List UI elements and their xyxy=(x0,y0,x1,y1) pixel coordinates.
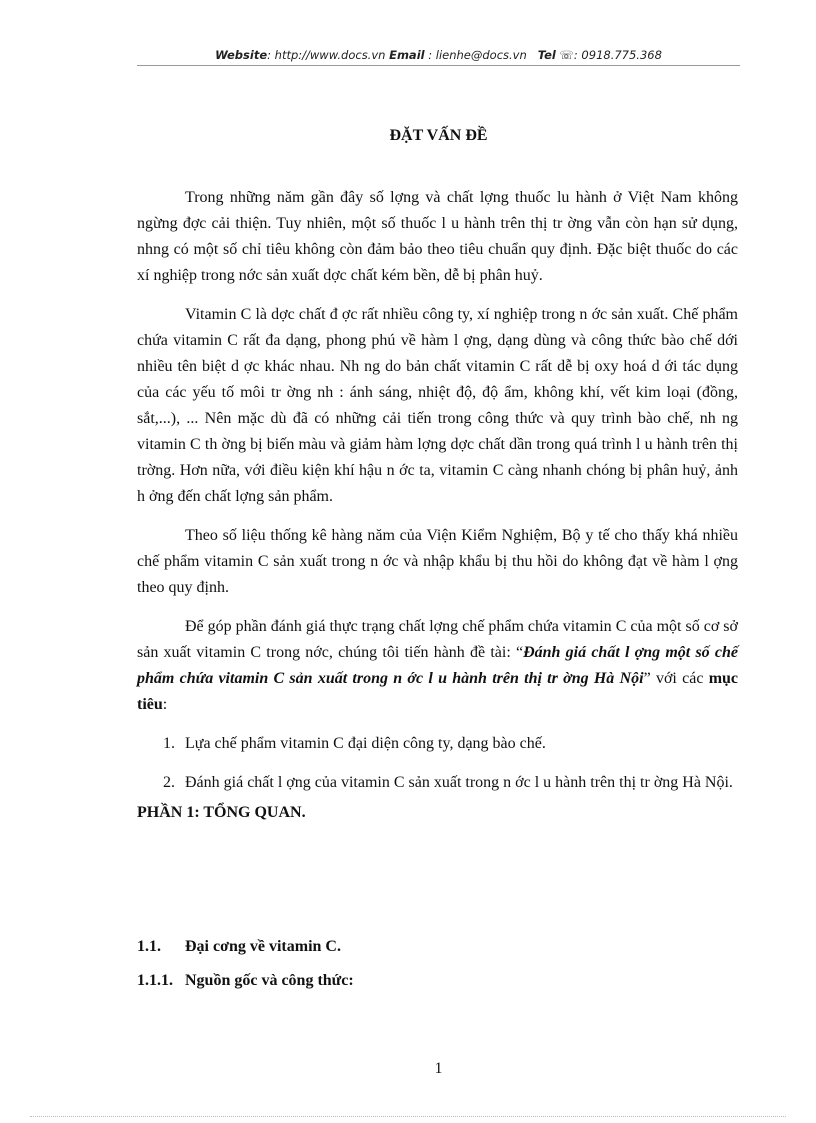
objective-item xyxy=(163,731,738,757)
objective-number: 2. xyxy=(163,774,175,791)
intro-middle: ” với các xyxy=(643,670,709,687)
objective-item xyxy=(163,770,738,796)
section-title: Nguồn gốc và công thức: xyxy=(185,972,354,989)
section-number: 1.1.1. xyxy=(137,972,173,989)
website-value: : http://www.docs.vn xyxy=(267,48,386,62)
goals-label: mục tiêu xyxy=(137,670,739,713)
section-number: 1.1. xyxy=(137,938,161,955)
email-label: Email xyxy=(389,48,425,62)
section-title: Đại cơng về vitamin C. xyxy=(185,938,341,955)
header-rule xyxy=(137,65,740,66)
page-number: 1 xyxy=(434,1060,443,1077)
section-heading xyxy=(137,938,341,956)
page-header xyxy=(137,48,740,62)
page-title: ĐẶT VẤN ĐỀ xyxy=(389,127,488,144)
footer-rule xyxy=(30,1116,786,1117)
objective-number: 1. xyxy=(163,735,175,752)
paragraph-1: Trong những năm gần đây số lợng và chất lợng thuốc lu hành ở Việt Nam không ngừng đợc cải thiện. Tuy nhiên, một số thuốc l u hành trên thị tr ờng vẫn còn hạn sử dụng, nhng có một số chỉ tiêu không còn đảm bảo theo tiêu chuẩn quy định. Đặc biệt thuốc do các xí nghiệp trong nớc sản xuất dợc chất kém bền, dễ bị phân huỷ. xyxy=(137,189,738,284)
tel-value: : 0918.775.368 xyxy=(573,48,662,62)
intro-before: Để góp phần đánh giá thực trạng chất lợng chế phẩm chứa vitamin C của một số cơ sở sản xuất vitamin C trong nớc, chúng tôi tiến hành đề tài: “ xyxy=(137,618,738,661)
document-body xyxy=(137,185,738,839)
website-label: Website xyxy=(215,48,268,62)
objective-text: Lựa chế phẩm vitamin C đại diện công ty, dạng bào chế. xyxy=(185,735,546,752)
phone-icon: ☏ xyxy=(559,48,574,62)
paragraph-3: Theo số liệu thống kê hàng năm của Viện Kiểm Nghiệm, Bộ y tế cho thấy khá nhiều chế phẩm vitamin C sản xuất trong n ớc và nhập khẩu bị thu hồi do không đạt về hàm l ợng theo quy định. xyxy=(137,527,738,596)
objective-text: Đánh giá chất l ợng của vitamin C sản xuất trong n ớc l u hành trên thị tr ờng Hà Nội. xyxy=(185,774,733,791)
tel-label: Tel xyxy=(537,48,556,62)
paragraph-2: Vitamin C là dợc chất đ ợc rất nhiều công ty, xí nghiệp trong n ớc sản xuất. Chế phẩm chứa vitamin C rất đa dạng, phong phú về hàm l ợng, dạng dùng và công thức bào chế dới nhiều tên biệt d ợc khác nhau. Nh ng do bản chất vitamin C rất dễ bị oxy hoá d ới tác dụng của các yếu tố môi tr ờng nh : ánh sáng, nhiệt độ, độ ẩm, không khí, vết kim loại (đồng, sắt,...), ... Nên mặc dù đã có những cải tiến trong công thức và quy trình bào chế, nh ng vitamin C th ờng bị biến màu và giảm hàm lợng dợc chất dần trong quá trình l u hành trên thị trờng. Hơn nữa, với điều kiện khí hậu n ớc ta, vitamin C càng nhanh chóng bị phân huỷ, ảnh h ởng đến chất lợng sản phẩm. xyxy=(137,306,738,505)
section-heading xyxy=(137,972,354,990)
topic-title: Đánh giá chất l ợng một số chế phẩm chứa vitamin C sản xuất trong n ớc l u hành trên thị tr ờng Hà Nội xyxy=(137,644,738,687)
paragraph-intro xyxy=(137,614,738,718)
email-value: : lienhe@docs.vn xyxy=(424,48,527,62)
intro-after: : xyxy=(162,696,168,713)
part-title: PHẦN 1: TỔNG QUAN. xyxy=(137,804,306,821)
